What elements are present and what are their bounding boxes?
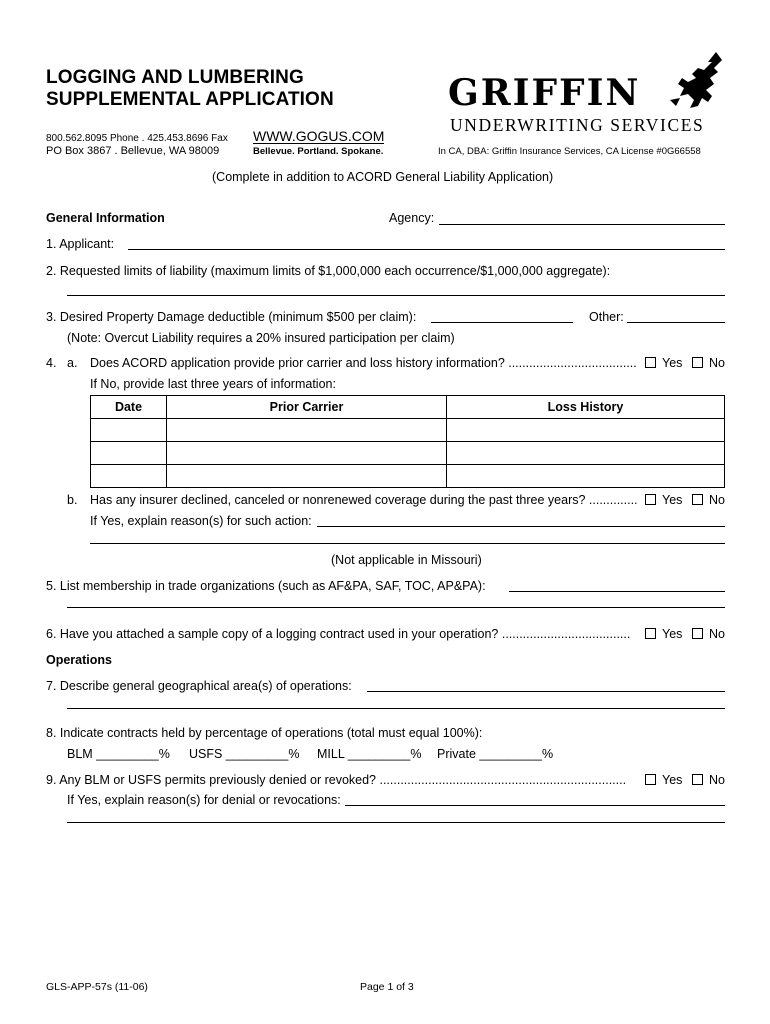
q4b-reason-field-2[interactable] bbox=[90, 543, 725, 544]
table-cell[interactable] bbox=[167, 465, 447, 488]
q9-no-label: No bbox=[709, 773, 725, 787]
form-title-line1: LOGGING AND LUMBERING bbox=[46, 67, 304, 88]
mill-percentage[interactable]: MILL _________% bbox=[317, 747, 422, 761]
q9-yes-checkbox[interactable] bbox=[645, 774, 656, 785]
website-underline bbox=[253, 143, 384, 144]
limits-question: 2. Requested limits of liability (maximum limits of $1,000,000 each occurrence/$1,000,000 aggregate): bbox=[46, 264, 611, 278]
table-cell[interactable] bbox=[91, 465, 167, 488]
table-cell[interactable] bbox=[447, 465, 725, 488]
table-row bbox=[91, 465, 725, 488]
general-info-heading: General Information bbox=[46, 211, 165, 225]
form-id: GLS-APP-57s (11-06) bbox=[46, 981, 148, 993]
agency-field[interactable] bbox=[439, 224, 725, 225]
q4b-question: Has any insurer declined, canceled or nonrenewed coverage during the past three years? .............. bbox=[90, 493, 638, 507]
q4b-no-label: No bbox=[709, 493, 725, 507]
logging-contract-question: 6. Have you attached a sample copy of a logging contract used in your operation? ..................................... bbox=[46, 627, 631, 641]
applicant-label: 1. Applicant: bbox=[46, 237, 115, 251]
table-row bbox=[91, 419, 725, 442]
phone-fax: 800.562.8095 Phone . 425.453.8696 Fax bbox=[46, 133, 228, 144]
trade-org-field-2[interactable] bbox=[67, 607, 725, 608]
trade-org-question: 5. List membership in trade organizations (such as AF&PA, SAF, TOC, AP&PA): bbox=[46, 579, 486, 593]
q4a-letter: a. bbox=[67, 356, 78, 370]
griffin-logo bbox=[448, 60, 723, 140]
page-number: Page 1 of 3 bbox=[360, 981, 414, 993]
trade-org-field[interactable] bbox=[509, 591, 725, 592]
other-label: Other: bbox=[589, 310, 624, 324]
q4a-question: Does ACORD application provide prior carrier and loss history information? ..................................... bbox=[90, 356, 637, 370]
ca-license: In CA, DBA: Griffin Insurance Services, CA License #0G66558 bbox=[438, 146, 701, 157]
table-header-date: Date bbox=[91, 396, 167, 419]
table-cell[interactable] bbox=[447, 419, 725, 442]
permits-reason-field-2[interactable] bbox=[67, 822, 725, 823]
deductible-field[interactable] bbox=[431, 322, 573, 323]
table-row bbox=[91, 442, 725, 465]
q4b-yes-checkbox[interactable] bbox=[645, 494, 656, 505]
permits-reason-field[interactable] bbox=[345, 805, 725, 806]
form-title-line2: SUPPLEMENTAL APPLICATION bbox=[46, 89, 334, 110]
table-cell[interactable] bbox=[447, 442, 725, 465]
q4a-no-checkbox[interactable] bbox=[692, 357, 703, 368]
office-locations: Bellevue. Portland. Spokane. bbox=[253, 146, 384, 157]
table-cell[interactable] bbox=[167, 442, 447, 465]
intro-note: (Complete in addition to ACORD General Liability Application) bbox=[212, 170, 554, 184]
table-cell[interactable] bbox=[91, 419, 167, 442]
other-field[interactable] bbox=[627, 322, 725, 323]
logo-tagline: UNDERWRITING SERVICES bbox=[450, 115, 705, 135]
q4a-no-label: No bbox=[709, 356, 725, 370]
geographic-area-field-2[interactable] bbox=[67, 708, 725, 709]
q4a-yes-checkbox[interactable] bbox=[645, 357, 656, 368]
overcut-note: (Note: Overcut Liability requires a 20% insured participation per claim) bbox=[67, 331, 455, 345]
table-cell[interactable] bbox=[167, 419, 447, 442]
applicant-field[interactable] bbox=[128, 249, 725, 250]
q4b-yes-label: Yes bbox=[662, 493, 683, 507]
private-percentage[interactable]: Private _________% bbox=[437, 747, 554, 761]
permits-sub-instruction: If Yes, explain reason(s) for denial or revocations: bbox=[67, 793, 341, 807]
q4b-no-checkbox[interactable] bbox=[692, 494, 703, 505]
q6-yes-label: Yes bbox=[662, 627, 683, 641]
geographic-area-field[interactable] bbox=[367, 691, 725, 692]
contracts-question: 8. Indicate contracts held by percentage of operations (total must equal 100%): bbox=[46, 726, 483, 740]
q4b-reason-field[interactable] bbox=[317, 526, 725, 527]
q4a-yes-label: Yes bbox=[662, 356, 683, 370]
q4a-sub-instruction: If No, provide last three years of information: bbox=[90, 377, 336, 391]
limits-field[interactable] bbox=[67, 295, 725, 296]
operations-heading: Operations bbox=[46, 653, 112, 667]
q4b-sub-instruction: If Yes, explain reason(s) for such action: bbox=[90, 514, 312, 528]
table-cell[interactable] bbox=[91, 442, 167, 465]
geographic-area-question: 7. Describe general geographical area(s) of operations: bbox=[46, 679, 352, 693]
q9-yes-label: Yes bbox=[662, 773, 683, 787]
q4-number: 4. bbox=[46, 356, 57, 370]
table-header-prior-carrier: Prior Carrier bbox=[167, 396, 447, 419]
q6-no-label: No bbox=[709, 627, 725, 641]
table-header-loss-history: Loss History bbox=[447, 396, 725, 419]
q6-no-checkbox[interactable] bbox=[692, 628, 703, 639]
logo-name: GRIFFIN bbox=[448, 72, 641, 114]
missouri-note: (Not applicable in Missouri) bbox=[331, 553, 482, 567]
usfs-percentage[interactable]: USFS _________% bbox=[189, 747, 300, 761]
q9-no-checkbox[interactable] bbox=[692, 774, 703, 785]
permits-question: 9. Any BLM or USFS permits previously denied or revoked? ....................................................................... bbox=[46, 773, 627, 787]
website-link[interactable]: WWW.GOGUS.COM bbox=[253, 128, 385, 144]
blm-percentage[interactable]: BLM _________% bbox=[67, 747, 170, 761]
griffin-icon bbox=[668, 48, 728, 116]
q6-yes-checkbox[interactable] bbox=[645, 628, 656, 639]
q4b-letter: b. bbox=[67, 493, 78, 507]
deductible-question: 3. Desired Property Damage deductible (minimum $500 per claim): bbox=[46, 310, 417, 324]
mailing-address: PO Box 3867 . Bellevue, WA 98009 bbox=[46, 145, 220, 157]
loss-history-table bbox=[90, 395, 725, 488]
agency-label: Agency: bbox=[389, 211, 435, 225]
